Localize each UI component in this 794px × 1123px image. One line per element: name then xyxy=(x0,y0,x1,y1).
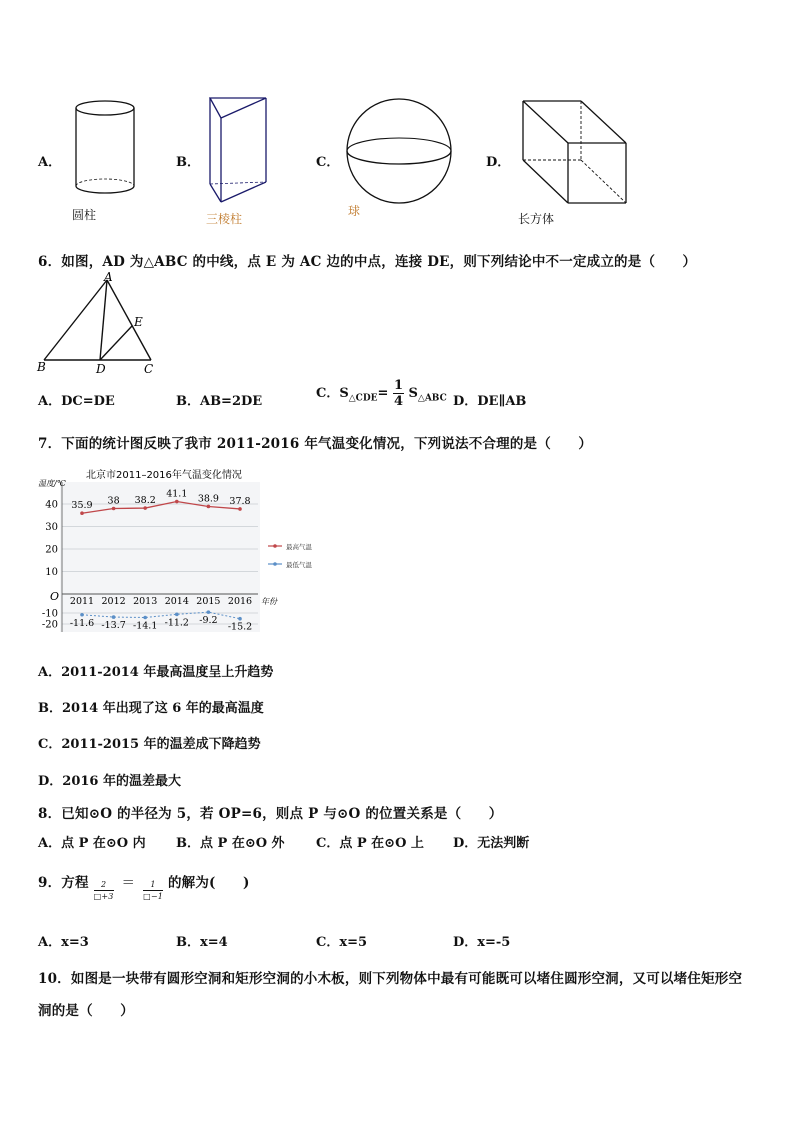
sphere-figure xyxy=(344,96,454,206)
q10-text-line1: 10．如图是一块带有圆形空洞和矩形空洞的小木板，则下列物体中最有可能既可以堵住圆形空洞，又可以堵住矩形空 xyxy=(38,971,743,987)
data-label: -11.2 xyxy=(164,617,189,629)
q6-text: 6．如图，AD 为△ABC 的中线，点 E 为 AC 边的中点，连接 DE，则下列结论中不一定成立的是（ ） xyxy=(38,254,697,270)
vertex-c-label: C xyxy=(144,362,154,376)
data-label: -11.6 xyxy=(69,617,95,629)
q6-option-a: A．DC=DE xyxy=(38,394,115,409)
chart-title: 北京市2011–2016年气温变化情况 xyxy=(86,470,242,481)
data-point xyxy=(80,511,84,515)
temperature-line-chart xyxy=(36,462,336,640)
data-point xyxy=(207,610,211,614)
q7-option-a: A．2011-2014 年最高温度呈上升趋势 xyxy=(38,665,274,680)
legend-label: 最低气温 xyxy=(286,561,312,569)
q9-option-a: A．x=3 xyxy=(38,935,89,950)
x-tick-label: 2013 xyxy=(133,596,158,607)
q9-option-d: D．x=-5 xyxy=(453,935,511,950)
q7-text: 7．下面的统计图反映了我市 2011-2016 年气温变化情况，下列说法不合理的是（ ） xyxy=(38,436,593,452)
vertex-d-label: D xyxy=(96,362,106,376)
q5-option-b-letter: B． xyxy=(176,155,200,170)
data-label: 37.8 xyxy=(229,495,251,507)
data-label: 35.9 xyxy=(71,500,93,512)
data-point xyxy=(175,613,179,617)
q5-option-a-letter: A． xyxy=(38,155,62,170)
x-tick-label: 2014 xyxy=(164,596,189,607)
q9-equation: 9．方程 $\frac{2}{□+3}$ ＝ $\frac{1}{□-1}$ 的解为( ) xyxy=(38,875,250,901)
data-point xyxy=(143,506,147,510)
legend-label: 最高气温 xyxy=(286,543,312,551)
x-tick-label: 2015 xyxy=(196,596,221,607)
chart-xlabel: 年份 xyxy=(261,597,277,606)
q8-option-b: B．点 P 在⊙O 外 xyxy=(176,836,285,851)
y-tick-label: -20 xyxy=(41,619,58,631)
q5-option-a-label: 圆柱 xyxy=(72,208,97,222)
data-point xyxy=(207,505,211,509)
triangular-prism-figure xyxy=(205,96,271,206)
triangle-figure xyxy=(34,272,164,376)
data-point xyxy=(143,616,147,620)
x-tick-label: 2016 xyxy=(227,596,253,607)
data-label: -14.1 xyxy=(133,620,158,632)
q9-option-b: B．x=4 xyxy=(176,935,228,950)
chart-ylabel: 温度/℃ xyxy=(38,479,66,488)
y-tick-label: 10 xyxy=(45,567,58,578)
data-point xyxy=(112,507,116,511)
y-tick-label: -10 xyxy=(41,608,58,620)
data-point xyxy=(238,617,242,621)
legend-marker xyxy=(273,544,277,548)
data-point xyxy=(112,615,116,619)
vertex-a-label: A xyxy=(104,272,113,284)
q8-option-c: C．点 P 在⊙O 上 xyxy=(316,836,424,851)
q9-option-c: C．x=5 xyxy=(316,935,368,950)
q5-option-c-letter: C． xyxy=(316,155,340,170)
y-tick-label: 40 xyxy=(45,499,58,511)
q6-option-d: D．DE∥AB xyxy=(453,394,527,409)
x-tick-label: 2012 xyxy=(101,596,126,607)
data-label: -9.2 xyxy=(199,615,218,627)
legend-marker xyxy=(273,562,277,566)
q5-option-d-label: 长方体 xyxy=(518,212,555,226)
q10-text-line2: 洞的是（ ） xyxy=(38,1003,134,1019)
y-tick-label: 20 xyxy=(45,544,58,556)
cylinder-figure xyxy=(70,98,140,200)
x-tick-label: 2011 xyxy=(69,596,95,607)
q5-option-c-label: 球 xyxy=(348,204,361,218)
vertex-e-label: E xyxy=(134,315,143,329)
q5-option-b-label: 三棱柱 xyxy=(206,212,243,226)
data-label: -13.7 xyxy=(101,620,126,632)
chart-origin-label: O xyxy=(50,590,60,603)
data-label: 38.2 xyxy=(134,495,156,507)
q8-option-a: A．点 P 在⊙O 内 xyxy=(38,836,146,851)
data-label: 38.9 xyxy=(197,493,219,505)
q7-option-b: B．2014 年出现了这 6 年的最高温度 xyxy=(38,701,264,716)
data-point xyxy=(238,507,242,511)
q7-option-c: C．2011-2015 年的温差成下降趋势 xyxy=(38,737,261,752)
q5-option-d-letter: D． xyxy=(486,155,511,170)
q8-option-d: D．无法判断 xyxy=(453,836,530,851)
data-label: -15.2 xyxy=(227,621,253,633)
y-tick-label: 30 xyxy=(45,522,58,533)
data-label: 41.1 xyxy=(166,488,188,500)
vertex-b-label: B xyxy=(37,360,46,374)
data-point xyxy=(80,613,84,617)
q6-option-b: B．AB=2DE xyxy=(176,394,263,409)
q7-option-d: D．2016 年的温差最大 xyxy=(38,774,181,789)
cuboid-figure xyxy=(520,98,630,208)
q6-option-c: C．$S_{\triangle CDE}=$ $\frac{1}{4}$ $S_{\triangle ABC}$ xyxy=(316,378,447,409)
q8-text: 8．已知⊙O 的半径为 5，若 OP=6，则点 P 与⊙O 的位置关系是（ ） xyxy=(38,806,503,822)
data-point xyxy=(175,500,179,504)
data-label: 38 xyxy=(107,495,120,507)
